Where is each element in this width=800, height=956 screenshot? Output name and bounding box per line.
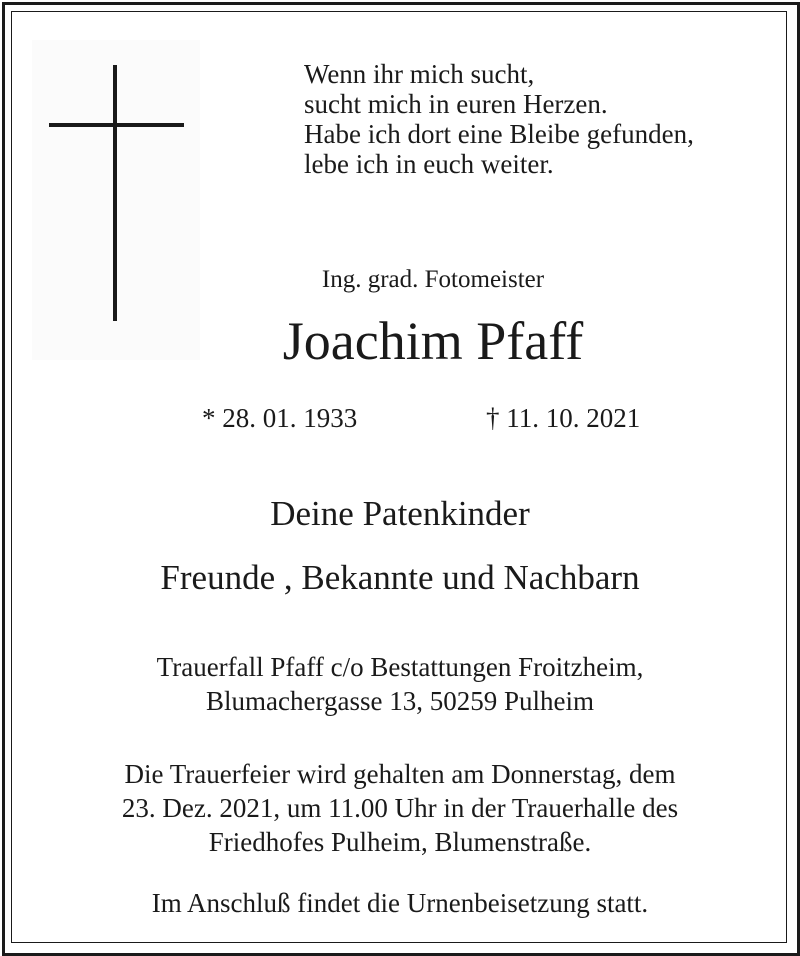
poem-line: sucht mich in euren Herzen. <box>304 89 608 119</box>
death-date: † 11. 10. 2021 <box>486 403 641 433</box>
poem-line: lebe ich in euch weiter. <box>304 149 554 179</box>
mourner-line: Freunde , Bekannte und Nachbarn <box>160 558 640 597</box>
cross-icon-crossbar <box>49 123 184 127</box>
poem-line: Wenn ihr mich sucht, <box>304 59 535 89</box>
closing-note: Im Anschluß findet die Urnenbeisetzung statt. <box>151 888 649 918</box>
poem <box>304 59 694 179</box>
deceased-name: Joachim Pfaff <box>282 311 584 371</box>
mourner-line: Deine Patenkinder <box>270 494 530 533</box>
address-line: Blumachergasse 13, 50259 Pulheim <box>206 686 594 716</box>
service-details <box>0 757 800 859</box>
service-line: Die Trauerfeier wird gehalten am Donnerstag, dem <box>124 759 676 789</box>
poem-line: Habe ich dort eine Bleibe gefunden, <box>304 119 694 149</box>
contact-address <box>0 650 800 718</box>
service-line: Friedhofes Pulheim, Blumenstraße. <box>208 827 592 857</box>
deceased-title: Ing. grad. Fotomeister <box>321 266 545 293</box>
birth-date: * 28. 01. 1933 <box>202 403 358 433</box>
service-line: 23. Dez. 2021, um 11.00 Uhr in der Trauerhalle des <box>121 793 679 823</box>
address-line: Trauerfall Pfaff c/o Bestattungen Froitzheim, <box>156 652 644 682</box>
